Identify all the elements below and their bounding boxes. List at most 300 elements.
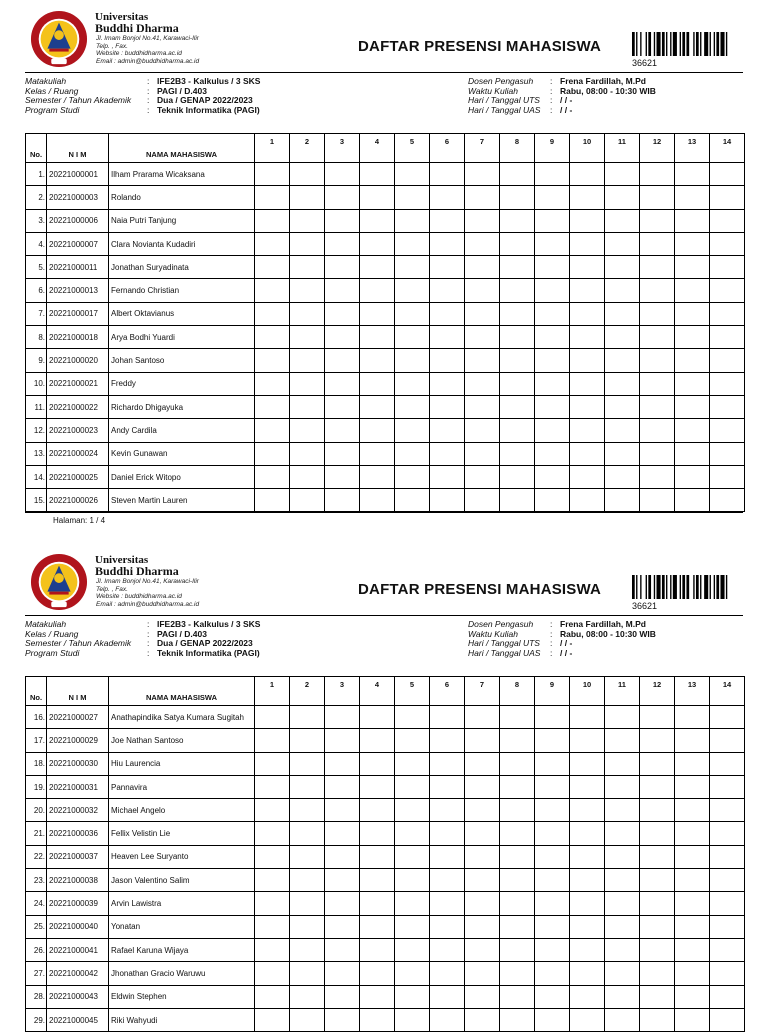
attendance-cell[interactable]: [325, 752, 360, 775]
attendance-cell[interactable]: [605, 163, 640, 186]
attendance-cell[interactable]: [640, 915, 675, 938]
attendance-cell[interactable]: [570, 232, 605, 255]
attendance-cell[interactable]: [395, 822, 430, 845]
attendance-cell[interactable]: [535, 465, 570, 488]
attendance-cell[interactable]: [325, 938, 360, 961]
attendance-cell[interactable]: [570, 822, 605, 845]
attendance-cell[interactable]: [395, 915, 430, 938]
attendance-cell[interactable]: [395, 442, 430, 465]
attendance-cell[interactable]: [325, 372, 360, 395]
attendance-cell[interactable]: [605, 419, 640, 442]
attendance-cell[interactable]: [430, 775, 465, 798]
attendance-cell[interactable]: [360, 209, 395, 232]
attendance-cell[interactable]: [710, 706, 745, 729]
attendance-cell[interactable]: [290, 729, 325, 752]
attendance-cell[interactable]: [710, 822, 745, 845]
attendance-cell[interactable]: [710, 729, 745, 752]
attendance-cell[interactable]: [395, 395, 430, 418]
attendance-cell[interactable]: [675, 799, 710, 822]
attendance-cell[interactable]: [360, 845, 395, 868]
attendance-cell[interactable]: [675, 256, 710, 279]
attendance-cell[interactable]: [535, 349, 570, 372]
attendance-cell[interactable]: [605, 302, 640, 325]
attendance-cell[interactable]: [395, 163, 430, 186]
attendance-cell[interactable]: [640, 962, 675, 985]
attendance-cell[interactable]: [290, 799, 325, 822]
attendance-cell[interactable]: [325, 419, 360, 442]
attendance-cell[interactable]: [570, 395, 605, 418]
attendance-cell[interactable]: [325, 326, 360, 349]
attendance-cell[interactable]: [430, 822, 465, 845]
attendance-cell[interactable]: [605, 489, 640, 512]
attendance-cell[interactable]: [675, 729, 710, 752]
attendance-cell[interactable]: [395, 892, 430, 915]
attendance-cell[interactable]: [395, 186, 430, 209]
attendance-cell[interactable]: [640, 349, 675, 372]
attendance-cell[interactable]: [535, 915, 570, 938]
attendance-cell[interactable]: [465, 869, 500, 892]
attendance-cell[interactable]: [395, 326, 430, 349]
attendance-cell[interactable]: [325, 799, 360, 822]
attendance-cell[interactable]: [500, 372, 535, 395]
attendance-cell[interactable]: [430, 349, 465, 372]
attendance-cell[interactable]: [535, 822, 570, 845]
attendance-cell[interactable]: [395, 256, 430, 279]
attendance-cell[interactable]: [640, 186, 675, 209]
attendance-cell[interactable]: [325, 775, 360, 798]
attendance-cell[interactable]: [675, 845, 710, 868]
attendance-cell[interactable]: [290, 938, 325, 961]
attendance-cell[interactable]: [500, 186, 535, 209]
attendance-cell[interactable]: [640, 256, 675, 279]
attendance-cell[interactable]: [605, 845, 640, 868]
attendance-cell[interactable]: [500, 845, 535, 868]
attendance-cell[interactable]: [290, 279, 325, 302]
attendance-cell[interactable]: [640, 729, 675, 752]
attendance-cell[interactable]: [395, 985, 430, 1008]
attendance-cell[interactable]: [500, 256, 535, 279]
attendance-cell[interactable]: [290, 302, 325, 325]
attendance-cell[interactable]: [465, 256, 500, 279]
attendance-cell[interactable]: [640, 489, 675, 512]
attendance-cell[interactable]: [710, 799, 745, 822]
attendance-cell[interactable]: [675, 232, 710, 255]
attendance-cell[interactable]: [570, 706, 605, 729]
attendance-cell[interactable]: [430, 915, 465, 938]
attendance-cell[interactable]: [710, 869, 745, 892]
attendance-cell[interactable]: [570, 752, 605, 775]
attendance-cell[interactable]: [570, 372, 605, 395]
attendance-cell[interactable]: [605, 822, 640, 845]
attendance-cell[interactable]: [360, 962, 395, 985]
attendance-cell[interactable]: [570, 489, 605, 512]
attendance-cell[interactable]: [710, 752, 745, 775]
attendance-cell[interactable]: [605, 892, 640, 915]
attendance-cell[interactable]: [710, 232, 745, 255]
attendance-cell[interactable]: [430, 232, 465, 255]
attendance-cell[interactable]: [255, 186, 290, 209]
attendance-cell[interactable]: [465, 915, 500, 938]
attendance-cell[interactable]: [290, 985, 325, 1008]
attendance-cell[interactable]: [605, 729, 640, 752]
attendance-cell[interactable]: [430, 302, 465, 325]
attendance-cell[interactable]: [325, 232, 360, 255]
attendance-cell[interactable]: [675, 869, 710, 892]
attendance-cell[interactable]: [290, 489, 325, 512]
attendance-cell[interactable]: [465, 326, 500, 349]
attendance-cell[interactable]: [465, 465, 500, 488]
attendance-cell[interactable]: [360, 799, 395, 822]
attendance-cell[interactable]: [255, 752, 290, 775]
attendance-cell[interactable]: [640, 209, 675, 232]
attendance-cell[interactable]: [465, 349, 500, 372]
attendance-cell[interactable]: [395, 869, 430, 892]
attendance-cell[interactable]: [500, 985, 535, 1008]
attendance-cell[interactable]: [430, 869, 465, 892]
attendance-cell[interactable]: [605, 465, 640, 488]
attendance-cell[interactable]: [570, 209, 605, 232]
attendance-cell[interactable]: [500, 962, 535, 985]
attendance-cell[interactable]: [570, 442, 605, 465]
attendance-cell[interactable]: [640, 232, 675, 255]
attendance-cell[interactable]: [710, 915, 745, 938]
attendance-cell[interactable]: [360, 326, 395, 349]
attendance-cell[interactable]: [535, 729, 570, 752]
attendance-cell[interactable]: [465, 419, 500, 442]
attendance-cell[interactable]: [255, 419, 290, 442]
attendance-cell[interactable]: [640, 775, 675, 798]
attendance-cell[interactable]: [465, 372, 500, 395]
attendance-cell[interactable]: [570, 1008, 605, 1031]
attendance-cell[interactable]: [605, 232, 640, 255]
attendance-cell[interactable]: [570, 775, 605, 798]
attendance-cell[interactable]: [500, 1008, 535, 1031]
attendance-cell[interactable]: [465, 938, 500, 961]
attendance-cell[interactable]: [605, 256, 640, 279]
attendance-cell[interactable]: [675, 395, 710, 418]
attendance-cell[interactable]: [500, 729, 535, 752]
attendance-cell[interactable]: [640, 279, 675, 302]
attendance-cell[interactable]: [360, 442, 395, 465]
attendance-cell[interactable]: [640, 465, 675, 488]
attendance-cell[interactable]: [290, 822, 325, 845]
attendance-cell[interactable]: [255, 985, 290, 1008]
attendance-cell[interactable]: [430, 892, 465, 915]
attendance-cell[interactable]: [395, 489, 430, 512]
attendance-cell[interactable]: [710, 845, 745, 868]
attendance-cell[interactable]: [675, 706, 710, 729]
attendance-cell[interactable]: [710, 326, 745, 349]
attendance-cell[interactable]: [570, 419, 605, 442]
attendance-cell[interactable]: [290, 869, 325, 892]
attendance-cell[interactable]: [395, 349, 430, 372]
attendance-cell[interactable]: [675, 822, 710, 845]
attendance-cell[interactable]: [500, 232, 535, 255]
attendance-cell[interactable]: [325, 915, 360, 938]
attendance-cell[interactable]: [710, 489, 745, 512]
attendance-cell[interactable]: [570, 279, 605, 302]
attendance-cell[interactable]: [290, 256, 325, 279]
attendance-cell[interactable]: [605, 326, 640, 349]
attendance-cell[interactable]: [535, 962, 570, 985]
attendance-cell[interactable]: [570, 985, 605, 1008]
attendance-cell[interactable]: [430, 489, 465, 512]
attendance-cell[interactable]: [500, 419, 535, 442]
attendance-cell[interactable]: [535, 752, 570, 775]
attendance-cell[interactable]: [640, 1008, 675, 1031]
attendance-cell[interactable]: [710, 465, 745, 488]
attendance-cell[interactable]: [640, 419, 675, 442]
attendance-cell[interactable]: [360, 419, 395, 442]
attendance-cell[interactable]: [395, 938, 430, 961]
attendance-cell[interactable]: [325, 349, 360, 372]
attendance-cell[interactable]: [430, 706, 465, 729]
attendance-cell[interactable]: [430, 938, 465, 961]
attendance-cell[interactable]: [535, 799, 570, 822]
attendance-cell[interactable]: [675, 302, 710, 325]
attendance-cell[interactable]: [535, 938, 570, 961]
attendance-cell[interactable]: [360, 186, 395, 209]
attendance-cell[interactable]: [325, 985, 360, 1008]
attendance-cell[interactable]: [465, 845, 500, 868]
attendance-cell[interactable]: [535, 326, 570, 349]
attendance-cell[interactable]: [360, 302, 395, 325]
attendance-cell[interactable]: [290, 186, 325, 209]
attendance-cell[interactable]: [570, 915, 605, 938]
attendance-cell[interactable]: [500, 915, 535, 938]
attendance-cell[interactable]: [710, 442, 745, 465]
attendance-cell[interactable]: [465, 822, 500, 845]
attendance-cell[interactable]: [675, 938, 710, 961]
attendance-cell[interactable]: [605, 209, 640, 232]
attendance-cell[interactable]: [430, 209, 465, 232]
attendance-cell[interactable]: [710, 985, 745, 1008]
attendance-cell[interactable]: [570, 869, 605, 892]
attendance-cell[interactable]: [570, 465, 605, 488]
attendance-cell[interactable]: [535, 302, 570, 325]
attendance-cell[interactable]: [255, 869, 290, 892]
attendance-cell[interactable]: [710, 962, 745, 985]
attendance-cell[interactable]: [325, 962, 360, 985]
attendance-cell[interactable]: [535, 985, 570, 1008]
attendance-cell[interactable]: [675, 186, 710, 209]
attendance-cell[interactable]: [710, 256, 745, 279]
attendance-cell[interactable]: [535, 279, 570, 302]
attendance-cell[interactable]: [430, 729, 465, 752]
attendance-cell[interactable]: [325, 279, 360, 302]
attendance-cell[interactable]: [500, 349, 535, 372]
attendance-cell[interactable]: [675, 349, 710, 372]
attendance-cell[interactable]: [465, 232, 500, 255]
attendance-cell[interactable]: [325, 845, 360, 868]
attendance-cell[interactable]: [360, 775, 395, 798]
attendance-cell[interactable]: [290, 845, 325, 868]
attendance-cell[interactable]: [255, 302, 290, 325]
attendance-cell[interactable]: [465, 985, 500, 1008]
attendance-cell[interactable]: [255, 822, 290, 845]
attendance-cell[interactable]: [710, 419, 745, 442]
attendance-cell[interactable]: [430, 419, 465, 442]
attendance-cell[interactable]: [710, 349, 745, 372]
attendance-cell[interactable]: [395, 232, 430, 255]
attendance-cell[interactable]: [570, 799, 605, 822]
attendance-cell[interactable]: [640, 799, 675, 822]
attendance-cell[interactable]: [535, 419, 570, 442]
attendance-cell[interactable]: [430, 752, 465, 775]
attendance-cell[interactable]: [710, 186, 745, 209]
attendance-cell[interactable]: [640, 845, 675, 868]
attendance-cell[interactable]: [465, 442, 500, 465]
attendance-cell[interactable]: [465, 962, 500, 985]
attendance-cell[interactable]: [360, 729, 395, 752]
attendance-cell[interactable]: [640, 938, 675, 961]
attendance-cell[interactable]: [255, 349, 290, 372]
attendance-cell[interactable]: [465, 489, 500, 512]
attendance-cell[interactable]: [605, 706, 640, 729]
attendance-cell[interactable]: [570, 892, 605, 915]
attendance-cell[interactable]: [535, 186, 570, 209]
attendance-cell[interactable]: [395, 752, 430, 775]
attendance-cell[interactable]: [255, 279, 290, 302]
attendance-cell[interactable]: [605, 938, 640, 961]
attendance-cell[interactable]: [430, 845, 465, 868]
attendance-cell[interactable]: [710, 775, 745, 798]
attendance-cell[interactable]: [605, 962, 640, 985]
attendance-cell[interactable]: [290, 775, 325, 798]
attendance-cell[interactable]: [255, 372, 290, 395]
attendance-cell[interactable]: [395, 706, 430, 729]
attendance-cell[interactable]: [500, 465, 535, 488]
attendance-cell[interactable]: [395, 302, 430, 325]
attendance-cell[interactable]: [465, 395, 500, 418]
attendance-cell[interactable]: [605, 869, 640, 892]
attendance-cell[interactable]: [570, 729, 605, 752]
attendance-cell[interactable]: [360, 938, 395, 961]
attendance-cell[interactable]: [605, 752, 640, 775]
attendance-cell[interactable]: [570, 326, 605, 349]
attendance-cell[interactable]: [255, 326, 290, 349]
attendance-cell[interactable]: [675, 419, 710, 442]
attendance-cell[interactable]: [500, 279, 535, 302]
attendance-cell[interactable]: [570, 845, 605, 868]
attendance-cell[interactable]: [535, 489, 570, 512]
attendance-cell[interactable]: [535, 1008, 570, 1031]
attendance-cell[interactable]: [430, 395, 465, 418]
attendance-cell[interactable]: [255, 395, 290, 418]
attendance-cell[interactable]: [430, 799, 465, 822]
attendance-cell[interactable]: [360, 163, 395, 186]
attendance-cell[interactable]: [500, 706, 535, 729]
attendance-cell[interactable]: [640, 372, 675, 395]
attendance-cell[interactable]: [430, 962, 465, 985]
attendance-cell[interactable]: [360, 349, 395, 372]
attendance-cell[interactable]: [325, 442, 360, 465]
attendance-cell[interactable]: [465, 163, 500, 186]
attendance-cell[interactable]: [290, 232, 325, 255]
attendance-cell[interactable]: [290, 372, 325, 395]
attendance-cell[interactable]: [640, 326, 675, 349]
attendance-cell[interactable]: [430, 279, 465, 302]
attendance-cell[interactable]: [395, 729, 430, 752]
attendance-cell[interactable]: [465, 706, 500, 729]
attendance-cell[interactable]: [360, 489, 395, 512]
attendance-cell[interactable]: [290, 419, 325, 442]
attendance-cell[interactable]: [500, 752, 535, 775]
attendance-cell[interactable]: [570, 186, 605, 209]
attendance-cell[interactable]: [360, 279, 395, 302]
attendance-cell[interactable]: [640, 163, 675, 186]
attendance-cell[interactable]: [325, 163, 360, 186]
attendance-cell[interactable]: [675, 985, 710, 1008]
attendance-cell[interactable]: [465, 775, 500, 798]
attendance-cell[interactable]: [465, 752, 500, 775]
attendance-cell[interactable]: [255, 489, 290, 512]
attendance-cell[interactable]: [430, 163, 465, 186]
attendance-cell[interactable]: [255, 775, 290, 798]
attendance-cell[interactable]: [500, 302, 535, 325]
attendance-cell[interactable]: [535, 395, 570, 418]
attendance-cell[interactable]: [535, 209, 570, 232]
attendance-cell[interactable]: [605, 372, 640, 395]
attendance-cell[interactable]: [605, 395, 640, 418]
attendance-cell[interactable]: [570, 962, 605, 985]
attendance-cell[interactable]: [290, 326, 325, 349]
attendance-cell[interactable]: [290, 465, 325, 488]
attendance-cell[interactable]: [290, 706, 325, 729]
attendance-cell[interactable]: [360, 372, 395, 395]
attendance-cell[interactable]: [395, 279, 430, 302]
attendance-cell[interactable]: [255, 799, 290, 822]
attendance-cell[interactable]: [570, 938, 605, 961]
attendance-cell[interactable]: [535, 845, 570, 868]
attendance-cell[interactable]: [710, 302, 745, 325]
attendance-cell[interactable]: [255, 1008, 290, 1031]
attendance-cell[interactable]: [325, 729, 360, 752]
attendance-cell[interactable]: [500, 938, 535, 961]
attendance-cell[interactable]: [535, 163, 570, 186]
attendance-cell[interactable]: [290, 209, 325, 232]
attendance-cell[interactable]: [290, 349, 325, 372]
attendance-cell[interactable]: [710, 395, 745, 418]
attendance-cell[interactable]: [640, 706, 675, 729]
attendance-cell[interactable]: [255, 892, 290, 915]
attendance-cell[interactable]: [325, 256, 360, 279]
attendance-cell[interactable]: [360, 395, 395, 418]
attendance-cell[interactable]: [675, 326, 710, 349]
attendance-cell[interactable]: [675, 1008, 710, 1031]
attendance-cell[interactable]: [710, 209, 745, 232]
attendance-cell[interactable]: [640, 892, 675, 915]
attendance-cell[interactable]: [325, 822, 360, 845]
attendance-cell[interactable]: [395, 775, 430, 798]
attendance-cell[interactable]: [290, 163, 325, 186]
attendance-cell[interactable]: [535, 232, 570, 255]
attendance-cell[interactable]: [465, 302, 500, 325]
attendance-cell[interactable]: [570, 349, 605, 372]
attendance-cell[interactable]: [535, 442, 570, 465]
attendance-cell[interactable]: [605, 442, 640, 465]
attendance-cell[interactable]: [325, 186, 360, 209]
attendance-cell[interactable]: [535, 256, 570, 279]
attendance-cell[interactable]: [710, 1008, 745, 1031]
attendance-cell[interactable]: [535, 372, 570, 395]
attendance-cell[interactable]: [640, 395, 675, 418]
attendance-cell[interactable]: [255, 256, 290, 279]
attendance-cell[interactable]: [710, 279, 745, 302]
attendance-cell[interactable]: [500, 892, 535, 915]
attendance-cell[interactable]: [360, 706, 395, 729]
attendance-cell[interactable]: [360, 232, 395, 255]
